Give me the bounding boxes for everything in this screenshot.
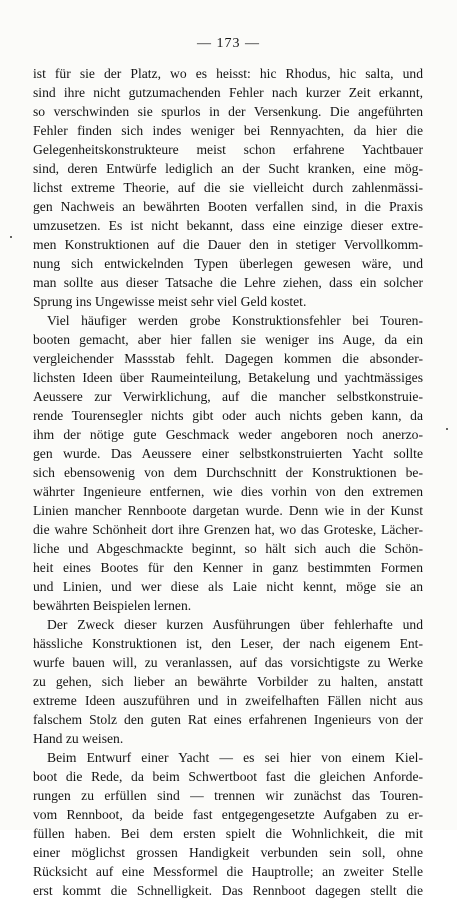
text-line: men Konstruktionen auf die Dauer den in stetiger Vervollkomm- <box>33 237 423 252</box>
text-line: umzusetzen. Es ist nicht bekannt, dass eine einzige dieser extre- <box>33 218 423 233</box>
text-line: nung sich entwickelnden Typen überlegen gewesen wäre, und <box>33 256 423 271</box>
text-line: Beim Entwurf einer Yacht — es sei hier von einem Kiel- <box>47 750 423 765</box>
text-line: Gelegenheitskonstrukteure meist schon erfahrene Yachtbauer <box>33 142 423 157</box>
text-line: liche und Abgeschmackte beginnt, so hält sich auch die Schön- <box>33 541 423 556</box>
text-line: sind, deren Entwürfe lediglich an der Sucht kranken, eine mög- <box>33 161 423 176</box>
text-line: ist für sie der Platz, wo es heisst: hic Rhodus, hic salta, und <box>33 66 423 81</box>
text-line: Rücksicht auf eine Messformel die Hauptrolle; an zweiter Stelle <box>33 864 423 879</box>
text-line: die wahre Schönheit dort ihre Grenzen hat, wo das Groteske, Lächer- <box>33 522 423 537</box>
page-number: — 173 — <box>197 36 260 51</box>
body-text <box>33 64 423 900</box>
text-line: falschem Stolz den guten Rat eines erfahrenen Ingenieurs von der <box>33 712 423 727</box>
text-line: füllen haben. Bei dem ersten spielt die Wohnlichkeit, die mit <box>33 826 423 841</box>
text-line: vergleichender Massstab fehlt. Dagegen kommen die absonder- <box>33 351 423 366</box>
text-line: lichsten Ideen über Raumeinteilung, Betakelung und yachtmässiges <box>33 370 423 385</box>
text-line: Der Zweck dieser kurzen Ausführungen über fehlerhafte und <box>47 617 423 632</box>
text-line: sind ihre nicht gutzumachenden Fehler nach kurzer Zeit erkannt, <box>33 85 423 100</box>
text-line: Sprung ins Ungewisse meist sehr viel Geld kostet. <box>33 294 307 309</box>
text-line: lichst extreme Theorie, auf die sie vielleicht durch zahlenmässi- <box>33 180 423 195</box>
text-line: ihm der nötige gute Geschmack weder angeboren noch anerzo- <box>33 427 423 442</box>
text-line: extreme Ideen auszuführen und in zweifelhaften Fällen nicht aus <box>33 693 423 708</box>
text-line: so verschwinden sie spurlos in der Versenkung. Die angeführten <box>33 104 423 119</box>
text-line: zu gehen, sich lieber an bewährte Vorbilder zu halten, anstatt <box>33 674 423 689</box>
text-line: heit eines Bootes für den Kenner in ganz bestimmten Formen <box>33 560 423 575</box>
text-line: hässliche Konstruktionen ist, den Leser, der nach eigenem Ent- <box>33 636 423 651</box>
text-line: und Linien, und wer diese als Laie nicht kennt, möge sie an <box>33 579 423 594</box>
text-line: bewährten Beispielen lernen. <box>33 598 192 613</box>
text-line: wurfe bauen will, zu veranlassen, auf das vorsichtigste zu Werke <box>33 655 423 670</box>
text-line: Fehler finden sich indes weniger bei Rennyachten, da hier die <box>33 123 423 138</box>
text-line: sich ebensowenig von dem Durchschnitt der Konstruktionen be- <box>33 465 423 480</box>
text-line: Viel häufiger werden grobe Konstruktionsfehler bei Touren- <box>47 313 423 328</box>
text-line: Aeussere zur Verwirklichung, auf die mancher selbstkonstruie- <box>33 389 423 404</box>
text-line: rende Tourensegler nichts gibt oder auch nichts geben kann, da <box>33 408 423 423</box>
scan-speck <box>10 236 12 238</box>
text-line: erst kommt die Schnelligkeit. Das Rennboot dagegen stellt die <box>33 883 423 898</box>
text-line: Linien mancher Rennboote dargetan wurde. Denn wie in der Kunst <box>33 503 423 518</box>
text-line: rungen zu erfüllen sind — trennen wir zunächst das Touren- <box>33 788 423 803</box>
text-line: booten gemacht, aber hier fallen sie weniger ins Auge, da ein <box>33 332 423 347</box>
text-line: Hand zu weisen. <box>33 731 124 746</box>
text-line: gen Nachweis an bewährten Booten verfallen sind, in die Praxis <box>33 199 423 214</box>
text-line: man sollte aus dieser Tatsache die Lehre ziehen, dass ein solcher <box>33 275 423 290</box>
text-line: boot die Rede, da beim Schwertboot fast die gleichen Anforde- <box>33 769 423 784</box>
text-line: gen wurde. Das Aeussere einer selbstkonstruierten Yacht sollte <box>33 446 423 461</box>
text-line: währter Ingenieure entfernen, wie dies vorhin von den extremen <box>33 484 423 499</box>
text-line: vom Rennboot, da beide fast entgegengesetzte Aufgaben zu er- <box>33 807 423 822</box>
scan-speck <box>446 428 448 430</box>
text-line: einer möglichst grossen Handigkeit verbunden sein soll, ohne <box>33 845 423 860</box>
